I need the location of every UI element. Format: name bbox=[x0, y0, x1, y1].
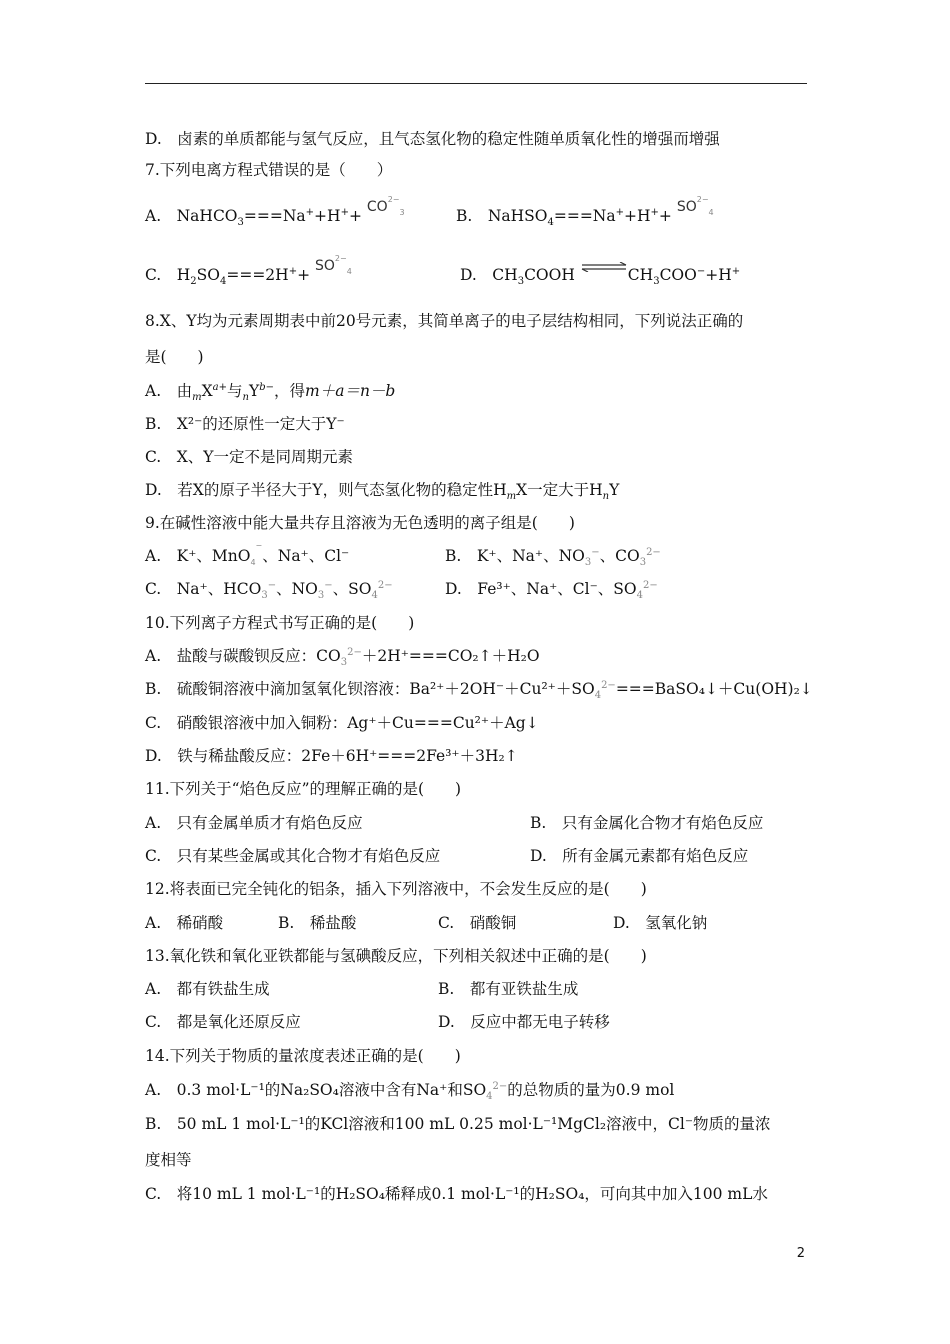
q12-option-b: B. 稀盐酸 bbox=[278, 914, 357, 932]
q14-option-b-line2: 度相等 bbox=[145, 1151, 192, 1169]
q7-option-d: D. $CH_3COOH$ $CH_3COO^-+H^+$ bbox=[460, 265, 740, 285]
q10-option-d: D. 铁与稀盐酸反应：2Fe＋6H⁺===2Fe³⁺＋3H₂↑ bbox=[145, 747, 518, 765]
q11-option-a: A. 只有金属单质才有焰色反应 bbox=[145, 814, 363, 832]
sulfate-ion-image: $SO^{2-}_4$ bbox=[676, 195, 714, 217]
reversible-arrow-icon bbox=[580, 262, 628, 272]
q9-option-d: D. Fe³⁺、Na⁺、Cl⁻、$SO_4^{2-}$ bbox=[445, 579, 658, 602]
q7-option-b: B. NaHSO$_4$===Na++H++ $SO^{2-}_4$ bbox=[456, 195, 714, 229]
q11-option-d: D. 所有金属元素都有焰色反应 bbox=[530, 847, 749, 865]
q7-option-a: A. NaHCO$_3$===Na++H++ $CO^{2-}_3$ bbox=[145, 195, 405, 229]
q8-stem-2: 是( ) bbox=[145, 348, 204, 366]
q11-option-c: C. 只有某些金属或其化合物才有焰色反应 bbox=[145, 847, 441, 865]
q14-stem: 14.下列关于物质的量浓度表述正确的是( ) bbox=[145, 1047, 461, 1065]
q13-option-a: A. 都有铁盐生成 bbox=[145, 980, 270, 998]
q10-option-c: C. 硝酸银溶液中加入铜粉：Ag⁺＋Cu===Cu²⁺＋Ag↓ bbox=[145, 714, 539, 732]
q6-option-d: D. 卤素的单质都能与氢气反应，且气态氢化物的稳定性随单质氧化性的增强而增强 bbox=[145, 130, 720, 148]
q8-stem-1: 8.X、Y均为元素周期表中前20号元素，其简单离子的电子层结构相同，下列说法正确的 bbox=[145, 312, 744, 330]
q11-stem: 11.下列关于“焰色反应”的理解正确的是( ) bbox=[145, 780, 462, 798]
q10-option-a: A. 盐酸与碳酸钡反应：$CO_3^{2-}+2H^+===CO_2↑+H_2O$ bbox=[145, 646, 540, 669]
q12-option-a: A. 稀硝酸 bbox=[145, 914, 224, 932]
q13-option-b: B. 都有亚铁盐生成 bbox=[438, 980, 579, 998]
q8-option-c: C. X、Y一定不是同周期元素 bbox=[145, 448, 354, 466]
header-rule bbox=[145, 83, 807, 84]
carbonate-ion-image: $CO^{2-}_3$ bbox=[366, 195, 405, 217]
sulfate-ion-image: $SO^{2-}_4$ bbox=[315, 254, 352, 276]
q9-option-a: A. K⁺、MnO$_4$−、Na⁺、Cl⁻ bbox=[145, 541, 350, 567]
q11-option-b: B. 只有金属化合物才有焰色反应 bbox=[530, 814, 764, 832]
q12-option-d: D. 氢氧化钠 bbox=[613, 914, 708, 932]
q7-option-c: C. $H_2SO_4===2H^++ SO^{2-}_4$ bbox=[145, 254, 352, 288]
q10-option-b: B. 硫酸铜溶液中滴加氢氧化钡溶液：$Ba^{2+}+2OH^-+Cu^{2+}+SO_4^{2-}===BaSO_4↓+Cu(OH)_2↓$ bbox=[145, 679, 813, 702]
page-number: 2 bbox=[796, 1246, 805, 1261]
q8-option-a: A. 由$_mX^{a+}$与$_nY^{b-}$，得m＋a＝n－b bbox=[145, 381, 396, 404]
q10-stem: 10.下列离子方程式书写正确的是( ) bbox=[145, 614, 415, 632]
q13-stem: 13.氧化铁和氧化亚铁都能与氢碘酸反应，下列相关叙述中正确的是( ) bbox=[145, 947, 647, 965]
q12-option-c: C. 硝酸铜 bbox=[438, 914, 517, 932]
q14-option-b-line1: B. 50 mL 1 mol·L⁻¹的KCl溶液和100 mL 0.25 mol·L⁻¹MgCl₂溶液中，Cl⁻物质的量浓 bbox=[145, 1115, 771, 1133]
q13-option-d: D. 反应中都无电子转移 bbox=[438, 1013, 610, 1031]
q14-option-a: A. 0.3 mol·L⁻¹的Na₂SO₄溶液中含有Na⁺和$SO_4^{2-}$的总物质的量为0.9 mol bbox=[145, 1080, 675, 1103]
q8-option-d: D. 若X的原子半径大于Y，则气态氢化物的稳定性$H_mX$一定大于$H_nY$ bbox=[145, 481, 620, 503]
q9-option-c: C. Na⁺、$HCO_3^-$、$NO_3^-$、$SO_4^{2-}$ bbox=[145, 579, 393, 602]
q9-stem: 9.在碱性溶液中能大量共存且溶液为无色透明的离子组是( ) bbox=[145, 514, 575, 532]
q13-option-c: C. 都是氧化还原反应 bbox=[145, 1013, 301, 1031]
q14-option-c: C. 将10 mL 1 mol·L⁻¹的H₂SO₄稀释成0.1 mol·L⁻¹的H₂SO₄，可向其中加入100 mL水 bbox=[145, 1185, 768, 1203]
q8-option-b: B. X²⁻的还原性一定大于Y⁻ bbox=[145, 415, 345, 433]
q12-stem: 12.将表面已完全钝化的铝条，插入下列溶液中，不会发生反应的是( ) bbox=[145, 880, 647, 898]
q7-stem: 7.下列电离方程式错误的是（ ） bbox=[145, 161, 393, 179]
q9-option-b: B. K⁺、Na⁺、$NO_3^-$、$CO_3^{2-}$ bbox=[445, 546, 661, 569]
